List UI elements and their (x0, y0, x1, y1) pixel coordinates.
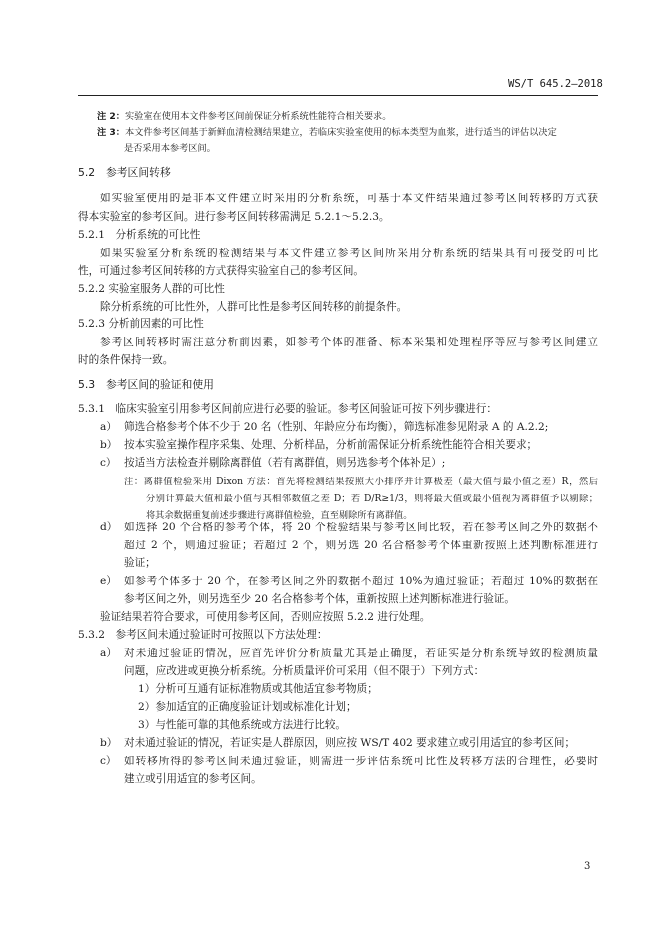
section-5-3-1-closing: 验证结果若符合要求，可使用参考区间，否则应按照 5.2.2 进行处理。 (100, 611, 431, 623)
list-a2-line-2: 问题，应改进或更换分析系统。分析质量评价可采用（但不限于）下列方式： (124, 665, 485, 677)
list-d-line-3: 验证； (124, 557, 156, 569)
section-5-2-1-title: 5.2.1 分析系统的可比性 (78, 229, 201, 241)
list-c-note-line-3: 将其余数据重复前述步骤进行离群值检验，直至剔除所有离群值。 (146, 510, 413, 521)
section-5-2-1-line-2: 性，可通过参考区间转移的方式获得实验室自己的参考区间。 (78, 265, 365, 277)
list-e-line-1: 如参考个体多于 20 个，在参考区间之外的数据不超过 10%为通过验证；若超过 10%的数据在 (124, 576, 598, 587)
list-b-label: b） (100, 439, 118, 451)
list-d-label: d） (100, 521, 118, 533)
list-a2-sub-1: 1）分析可互通有证标准物质或其他适宜参考物质； (138, 683, 378, 695)
list-c2-label: c） (100, 755, 117, 767)
list-a2-label: a） (100, 647, 117, 659)
note-2 (97, 112, 391, 121)
list-c-note-line-2: 分别计算最大值和最小值与其相邻数值之差 D；若 D/R≥1/3，则将最大值或最小值视为离群值予以剔除； (146, 494, 598, 504)
section-5-2-2-title: 5.2.2 实验室服务人群的可比性 (78, 283, 225, 295)
section-5-3-1-intro: 5.3.1 临床实验室引用参考区间前应进行必要的验证。参考区间验证可按下列步骤进行： (78, 403, 497, 415)
document-code: WS/T 645.2—2018 (508, 78, 603, 90)
section-5-2-1-line-1: 如果实验室分析系统的检测结果与本文件建立参考区间所采用分析系统的结果具有可接受的可比 (100, 248, 598, 259)
header-rule (78, 95, 598, 96)
list-a2-sub-3: 3）与性能可靠的其他系统或方法进行比较。 (138, 719, 347, 731)
list-d-line-1: 如选择 20 个合格的参考个体，将 20 个检验结果与参考区间比较，若在参考区间之外的数据不 (124, 522, 598, 533)
list-a-text: 筛选合格参考个体不少于 20 名（性别、年龄应分布均衡），筛选标准参见附录 A 的 A.2.2; (124, 421, 549, 433)
list-c-label: c） (100, 457, 117, 469)
section-5-2-2-line-1: 除分析系统的可比性外，人群可比性是参考区间转移的前提条件。 (100, 301, 408, 313)
note-3 (97, 128, 557, 137)
section-5-2-3-line-2: 时的条件保持一致。 (78, 354, 174, 366)
section-5-2-3-title: 5.2.3 分析前因素的可比性 (78, 318, 204, 330)
list-e-label: e） (100, 575, 117, 587)
list-a-label: a） (100, 421, 117, 433)
page-number: 3 (584, 861, 591, 872)
list-a2-line-1: 对未通过验证的情况，应首先评价分析质量尤其是正确度，若证实是分析系统导致的检测质量 (124, 648, 598, 659)
list-b-text: 按本实验室操作程序采集、处理、分析样品，分析前需保证分析系统性能符合相关要求； (124, 439, 538, 451)
list-d-line-2: 超过 2 个，则通过验证；若超过 2 个，则另选 20 名合格参考个体重新按照上述判断标准进行 (124, 540, 598, 551)
section-5-2-heading: 5.2 参考区间转移 (78, 166, 171, 179)
list-e-line-2: 参考区间之外，则另选至少 20 名合格参考个体，重新按照上述判断标准进行验证。 (124, 593, 515, 605)
section-5-2-3-line-1: 参考区间转移时需注意分析前因素，如参考个体的准备、标本采集和处理程序等应与参考区间建立 (100, 337, 598, 348)
list-c2-line-1: 如转移所得的参考区间未通过验证，则需进一步评估系统可比性及转移方法的合理性，必要时 (124, 756, 598, 767)
section-5-3-2-intro: 5.3.2 参考区间未通过验证时可按照以下方法处理： (78, 629, 328, 641)
note-2-text: 实验室在使用本文件参考区间前保证分析系统性能符合相关要求。 (124, 111, 392, 122)
note-3-line-1: 本文件参考区间基于新鲜血清检测结果建立，若临床实验室使用的标本类型为血浆，进行适当的评估以决定 (124, 127, 557, 138)
section-5-2-para-line-2: 得本实验室的参考区间。进行参考区间转移需满足 5.2.1～5.2.3。 (78, 211, 390, 223)
note-3-line-2: 是否采用本参考区间。 (124, 143, 216, 154)
section-5-3-heading: 5.3 参考区间的验证和使用 (78, 378, 214, 391)
list-b2-label: b） (100, 737, 118, 749)
list-c-text: 按适当方法检查并剔除离群值（若有离群值，则另选参考个体补足）; (124, 457, 446, 469)
section-5-2-para-line-1: 如实验室使用的是非本文件建立时采用的分析系统，可基于本文件结果通过参考区间转移的方式获 (100, 193, 598, 204)
list-a2-sub-2: 2）参加适宜的正确度验证计划或标准化计划； (138, 701, 357, 713)
list-c-note-line-1: 注：离群值检验采用 Dixon 方法：首先将检测结果按照大小排序并计算极差（最大值与最小值之差）R，然后 (124, 477, 598, 487)
list-b2-text: 对未通过验证的情况，若证实是人群原因，则应按 WS/T 402 要求建立或引用适宜的参考区间； (124, 737, 576, 749)
note-3-label: 注 3： (97, 127, 125, 138)
note-2-label: 注 2： (97, 111, 125, 122)
list-c2-line-2: 建立或引用适宜的参考区间。 (124, 773, 262, 785)
